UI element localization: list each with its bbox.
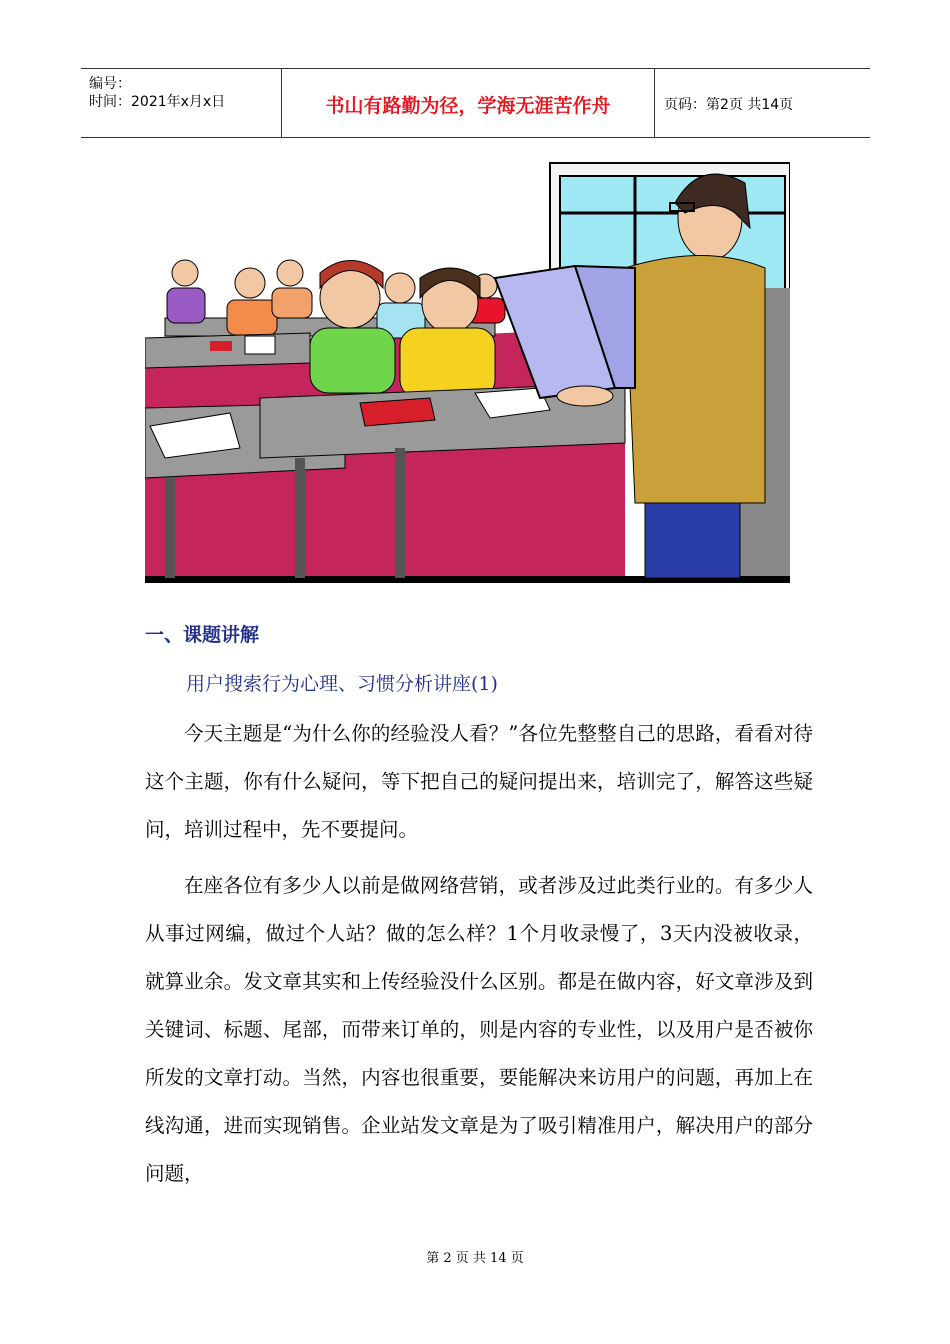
header-meta-cell — [81, 69, 281, 137]
section-title: 一、课题讲解 — [145, 624, 260, 646]
body-paragraph-1 — [145, 710, 813, 854]
number-label: 编号： — [89, 76, 131, 92]
paragraph-text: 在座各位有多少人以前是做网络营销，或者涉及过此类行业的。有多少人从事过网编，做过个人站？做的怎么样？1个月收录慢了，3天内没被收录，就算业余。发文章其实和上传经验没什么区别。都是在做内容，好文章涉及到关键词、标题、尾部，而带来订单的，则是内容的专业性，以及用户是否被你所发的文章打动。当然，内容也很重要，要能解决来访用户的问题，再加上在线沟通，进而实现销售。企业站发文章是为了吸引精准用户，解决用户的部分问题， — [145, 874, 813, 1185]
header-motto: 书山有路勤为径，学海无涯苦作舟 — [325, 95, 611, 117]
page-label: 页码：第2页 共14页 — [664, 97, 794, 113]
document-header — [81, 68, 870, 138]
section-subtitle: 用户搜索行为心理、习惯分析讲座(1) — [186, 673, 498, 695]
body-paragraph-2 — [145, 862, 813, 1198]
classroom-illustration — [145, 158, 790, 583]
time-label: 时间：2021年x月x日 — [89, 94, 226, 110]
header-motto-cell — [281, 69, 655, 137]
paragraph-text: 今天主题是“为什么你的经验没人看？”各位先整整自己的思路，看看对待这个主题，你有什么疑问，等下把自己的疑问提出来，培训完了，解答这些疑问，培训过程中，先不要提问。 — [145, 722, 813, 841]
page-footer: 第 2 页 共 14 页 — [426, 1251, 524, 1266]
header-page-cell — [654, 69, 870, 137]
